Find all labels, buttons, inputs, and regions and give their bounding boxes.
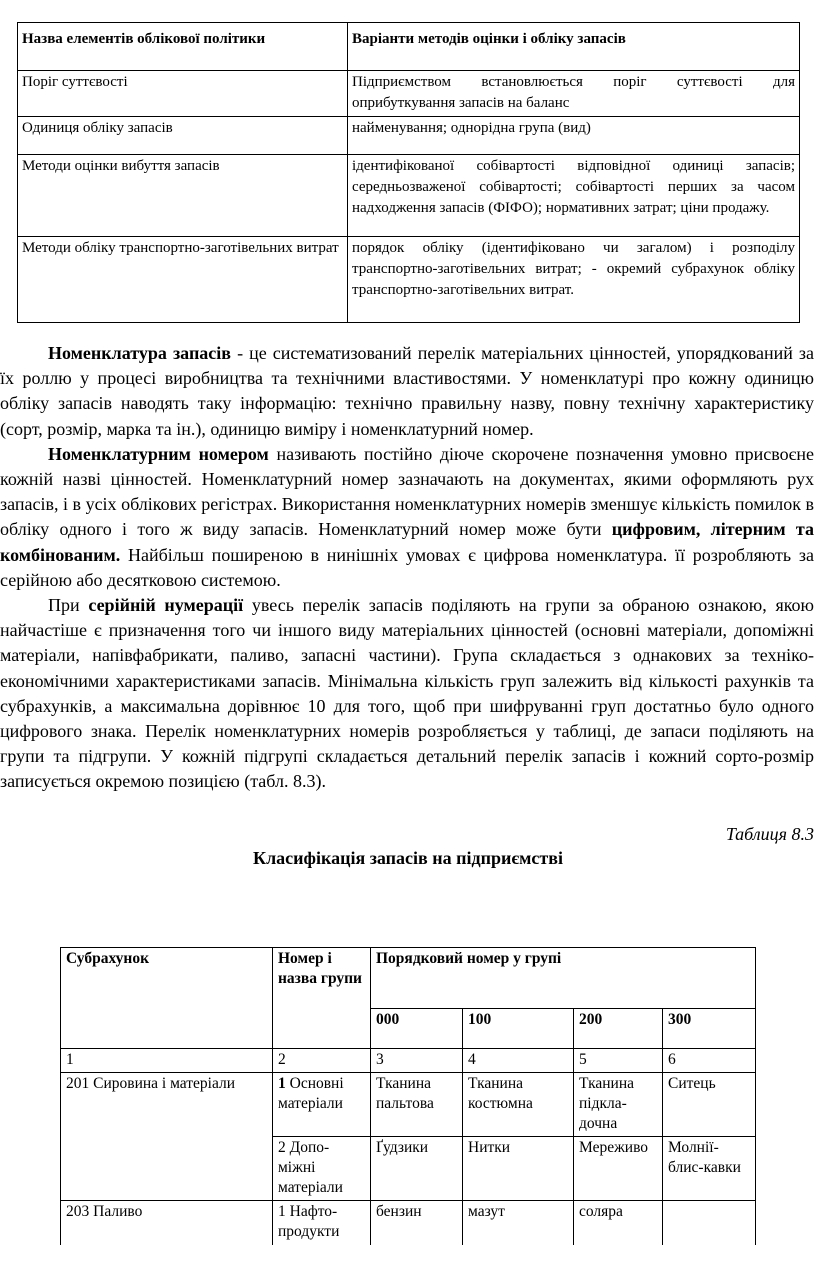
item-cell: бензин: [371, 1201, 463, 1245]
group-name: Основні матеріали: [278, 1075, 344, 1112]
item-cell: Молнії-блис-кавки: [663, 1137, 756, 1201]
paragraph-nomenclature-number: [0, 442, 816, 593]
policy-row: [18, 117, 800, 155]
policy-row-name: Методи оцінки вибуття запасів: [18, 155, 348, 237]
header-group-continuation: [273, 1009, 371, 1049]
policy-header-col2: Варіанти методів оцінки і обліку запасів: [348, 23, 800, 71]
paragraph-text: Найбільш поширеною в нинішніх умовах є цифрова номенклатура. її розробляють за серійною або десятковою системою.: [0, 544, 814, 590]
policy-row: [18, 71, 800, 117]
subaccount-cell: 203 Паливо: [61, 1201, 273, 1245]
body-text: [0, 341, 816, 795]
paragraph-text: називають постійно діюче скорочене позначення умовно присвоєне кожній назві цінностей. Номенклатурний номер зазначають на документах, якими оформляють рух запасів, і в усіх облікових регістрах. Використання номенклатурних номерів зменшує кількість помилок в обліку одного і того ж виду запасів. Номенклатурний номер може бути: [0, 443, 814, 540]
item-cell: [663, 1201, 756, 1245]
paragraph-text: При: [48, 595, 89, 616]
policy-row: [18, 237, 800, 323]
policy-row-name: Методи обліку транспортно-заготівельних витрат: [18, 237, 348, 323]
column-number: 5: [574, 1049, 663, 1073]
paragraph-nomenclature: [0, 341, 816, 442]
code-cell: 100: [463, 1009, 574, 1049]
paragraph-text: - це систематизований перелік матеріальних цінностей, упорядкований за їх роллю у процесі виробництва та технічними властивостями. У номенклатурі про кожну одиницю обліку запасів наводять таку інформацію: технічно правильну назву, повну технічну характеристику (сорт, розмір, марка та ін.), одиницю виміру і номенклатурний номер.: [0, 343, 814, 439]
policy-row-value: порядок обліку (ідентифіковано чи загалом) і розподілу транспортно-заготівельних витрат; - окремий субрахунок обліку транспортно-заготівельних витрат.: [348, 237, 800, 323]
paragraph-text: увесь перелік запасів поділяють на групи за обраною ознакою, якою найчастіше є призначення того чи іншого виду матеріальних цінностей (основні матеріали, допоміжні матеріали, напівфабрикати, паливо, запасні частини). Група складається з однакових за техніко-економічними характеристиками запасів. Мінімальна кількість груп залежить від кількості рахунків та субрахунків, а максимальна дорівнює 10 для того, щоб при шифруванні груп достатньо було одного цифрового знака. Перелік номенклатурних номерів розробляється у таблиці, де запаси поділяють на групи та підгрупи. У кожній підгрупі складається детальний перелік запасів і кожний сорто-розмір записується окремою позицією (табл. 8.3).: [0, 595, 815, 792]
group-cell: [273, 1073, 371, 1137]
column-number-row: [61, 1049, 756, 1073]
item-cell: Тканина підкла-дочна: [574, 1073, 663, 1137]
class-header-row: [61, 948, 756, 1009]
column-number: 6: [663, 1049, 756, 1073]
item-cell: Тканина пальтова: [371, 1073, 463, 1137]
term-number-types: цифровим, літерним та комбінованим.: [0, 519, 814, 565]
policy-row-value: найменування; однорідна група (вид): [348, 117, 800, 155]
item-cell: Мереживо: [574, 1137, 663, 1201]
policy-header-row: [18, 23, 800, 71]
term-nomenclature-number: Номенклатурним номером: [48, 443, 269, 464]
policy-row-name: Одиниця обліку запасів: [18, 117, 348, 155]
classification-table: [60, 947, 756, 1245]
subaccount-cell: [61, 1137, 273, 1201]
policy-header-col1: Назва елементів облікової політики: [18, 23, 348, 71]
header-subaccount: Субрахунок: [61, 948, 273, 1049]
policy-row: [18, 155, 800, 237]
item-cell: Ситець: [663, 1073, 756, 1137]
column-number: 2: [273, 1049, 371, 1073]
item-cell: Ґудзики: [371, 1137, 463, 1201]
policy-table: [17, 22, 800, 323]
policy-row-value: ідентифікованої собівартості відповідної одиниці запасів; середньозваженої собівартості; собівартості перших за часом надходження запасів (ФІФО); нормативних затрат; ціни продажу.: [348, 155, 800, 237]
header-order-number: Порядковий номер у групі: [371, 948, 756, 1009]
column-number: 4: [463, 1049, 574, 1073]
group-cell: 1 Нафто-продукти: [273, 1201, 371, 1245]
subaccount-cell: 201 Сировина і матеріали: [61, 1073, 273, 1137]
table-row: [61, 1073, 756, 1137]
column-number: 1: [61, 1049, 273, 1073]
header-group: Номер і назва групи: [273, 948, 371, 1009]
table-title: Класифікація запасів на підприємстві: [253, 848, 563, 868]
item-cell: Тканина костюмна: [463, 1073, 574, 1137]
item-cell: мазут: [463, 1201, 574, 1245]
code-cell: 000: [371, 1009, 463, 1049]
code-cell: 300: [663, 1009, 756, 1049]
paragraph-serial-numbering: [0, 593, 816, 795]
table-row: [61, 1137, 756, 1201]
term-nomenclature: Номенклатура запасів: [48, 343, 232, 363]
column-number: 3: [371, 1049, 463, 1073]
code-cell: 200: [574, 1009, 663, 1049]
table-caption: Таблиця 8.3: [725, 824, 814, 844]
group-cell: 2 Допо-міжні матеріали: [273, 1137, 371, 1201]
table-row: [61, 1201, 756, 1245]
item-cell: Нитки: [463, 1137, 574, 1201]
term-serial-numbering: серійній нумерації: [88, 595, 244, 616]
policy-row-value: Підприємством встановлюється поріг суттєвості для оприбуткування запасів на баланс: [348, 71, 800, 117]
policy-row-name: Поріг суттєвості: [18, 71, 348, 117]
item-cell: соляра: [574, 1201, 663, 1245]
group-number: 1: [278, 1075, 286, 1092]
